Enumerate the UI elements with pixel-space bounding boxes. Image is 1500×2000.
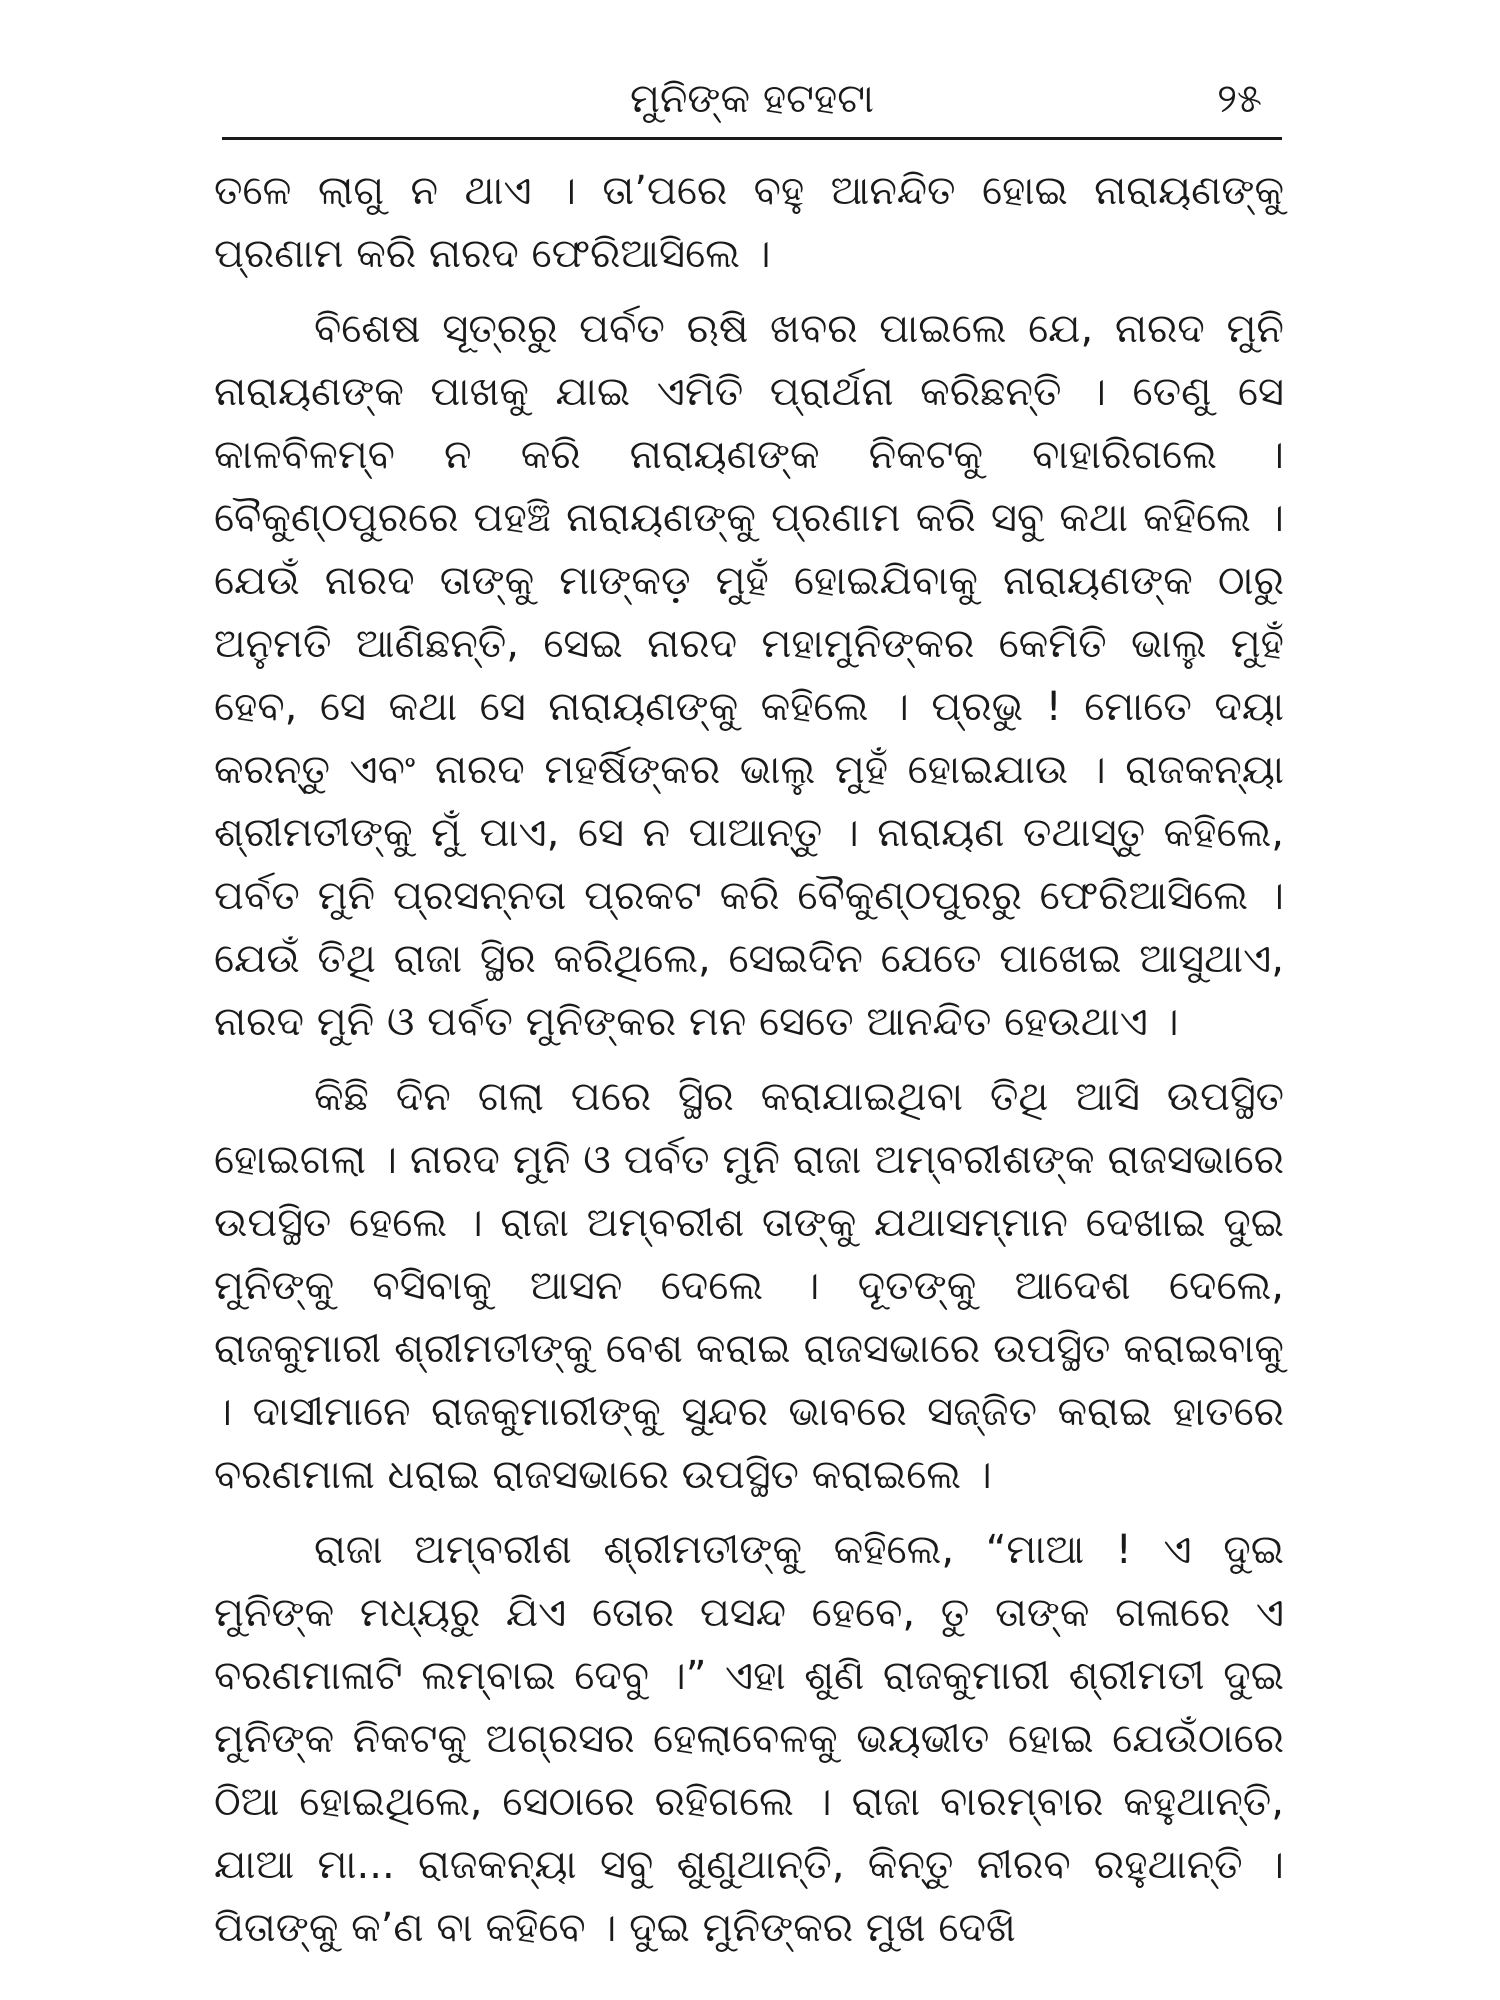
paragraph-1: ତଳେ ଲାଗୁ ନ ଥାଏ । ତା’ପରେ ବହୁ ଆନନ୍ଦିତ ହୋଇ ନାରାୟଣଙ୍କୁ ପ୍ରଣାମ କରି ନାରଦ ଫେରିଆସିଲେ ।	[214, 168, 1284, 277]
page-header	[222, 66, 1282, 136]
header-rule	[222, 137, 1282, 140]
paragraph-3: କିଛି ଦିନ ଗଲା ପରେ ସ୍ଥିର କରାଯାଇଥିବା ତିଥି ଆସି ଉପସ୍ଥିତ ହୋଇଗଲା । ନାରଦ ମୁନି ଓ ପର୍ବତ ମୁନି ରାଜା ଅମ୍ବରୀଶଙ୍କ ରାଜସଭାରେ ଉପସ୍ଥିତ ହେଲେ । ରାଜା ଅମ୍ବରୀଶ ତାଙ୍କୁ ଯଥାସମ୍ମାନ ଦେଖାଇ ଦୁଇ ମୁନିଙ୍କୁ ବସିବାକୁ ଆସନ ଦେଲେ । ଦୂତଙ୍କୁ ଆଦେଶ ଦେଲେ, ରାଜକୁମାରୀ ଶ୍ରୀମତୀଙ୍କୁ ବେଶ କରାଇ ରାଜସଭାରେ ଉପସ୍ଥିତ କରାଇବାକୁ । ଦାସୀମାନେ ରାଜକୁମାରୀଙ୍କୁ ସୁନ୍ଦର ଭାବରେ ସଜ୍ଜିତ କରାଇ ହାତରେ ବରଣମାଳା ଧରାଇ ରାଜସଭାରେ ଉପସ୍ଥିତ କରାଇଲେ ।	[214, 1074, 1284, 1498]
body-text	[214, 160, 1284, 1960]
page-number: ୨୫	[1217, 76, 1262, 122]
paragraph-4: ରାଜା ଅମ୍ବରୀଶ ଶ୍ରୀମତୀଙ୍କୁ କହିଲେ, “ମାଆ ! ଏ ଦୁଇ ମୁନିଙ୍କ ମଧ୍ୟରୁ ଯିଏ ତୋର ପସନ୍ଦ ହେବେ, ତୁ ତାଙ୍କ ଗଳାରେ ଏ ବରଣମାଳାଟି ଲମ୍ବାଇ ଦେବୁ ।” ଏହା ଶୁଣି ରାଜକୁମାରୀ ଶ୍ରୀମତୀ ଦୁଇ ମୁନିଙ୍କ ନିକଟକୁ ଅଗ୍ରସର ହେଲାବେଳକୁ ଭୟଭୀତ ହୋଇ ଯେଉଁଠାରେ ଠିଆ ହୋଇଥିଲେ, ସେଠାରେ ରହିଗଲେ । ରାଜା ବାରମ୍ବାର କହୁଥାନ୍ତି, ଯାଆ ମା... ରାଜକନ୍ୟା ସବୁ ଶୁଣୁଥାନ୍ତି, କିନ୍ତୁ ନୀରବ ରହୁଥାନ୍ତି । ପିତାଙ୍କୁ କ’ଣ ବା କହିବେ । ଦୁଇ ମୁନିଙ୍କର ମୁଖ ଦେଖି	[214, 1527, 1284, 1951]
paragraph-2: ବିଶେଷ ସୂତ୍ରରୁ ପର୍ବତ ଋଷି ଖବର ପାଇଲେ ଯେ, ନାରଦ ମୁନି ନାରାୟଣଙ୍କ ପାଖକୁ ଯାଇ ଏମିତି ପ୍ରାର୍ଥନା କରିଛନ୍ତି । ତେଣୁ ସେ କାଳବିଳମ୍ବ ନ କରି ନାରାୟଣଙ୍କ ନିକଟକୁ ବାହାରିଗଲେ । ବୈକୁଣ୍ଠପୁରରେ ପହଞ୍ଚି ନାରାୟଣଙ୍କୁ ପ୍ରଣାମ କରି ସବୁ କଥା କହିଲେ । ଯେଉଁ ନାରଦ ତାଙ୍କୁ ମାଙ୍କଡ଼ ମୁହଁ ହୋଇଯିବାକୁ ନାରାୟଣଙ୍କ ଠାରୁ ଅନୁମତି ଆଣିଛନ୍ତି, ସେଇ ନାରଦ ମହାମୁନିଙ୍କର କେମିତି ଭାଲୁ ମୁହଁ ହେବ, ସେ କଥା ସେ ନାରାୟଣଙ୍କୁ କହିଲେ । ପ୍ରଭୁ ! ମୋତେ ଦୟା କରନ୍ତୁ ଏବଂ ନାରଦ ମହର୍ଷିଙ୍କର ଭାଲୁ ମୁହଁ ହୋଇଯାଉ । ରାଜକନ୍ୟା ଶ୍ରୀମତୀଙ୍କୁ ମୁଁ ପାଏ, ସେ ନ ପାଆନ୍ତୁ । ନାରାୟଣ ତଥାସ୍ତୁ କହିଲେ, ପର୍ବତ ମୁନି ପ୍ରସନ୍ନତା ପ୍ରକଟ କରି ବୈକୁଣ୍ଠପୁରରୁ ଫେରିଆସିଲେ । ଯେଉଁ ତିଥି ରାଜା ସ୍ଥିର କରିଥିଲେ, ସେଇଦିନ ଯେତେ ପାଖେଇ ଆସୁଥାଏ, ନାରଦ ମୁନି ଓ ପର୍ବତ ମୁନିଙ୍କର ମନ ସେତେ ଆନନ୍ଦିତ ହେଉଥାଏ ।	[214, 306, 1284, 1045]
running-title: ମୁନିଙ୍କ ହଟହଟା	[629, 76, 875, 122]
